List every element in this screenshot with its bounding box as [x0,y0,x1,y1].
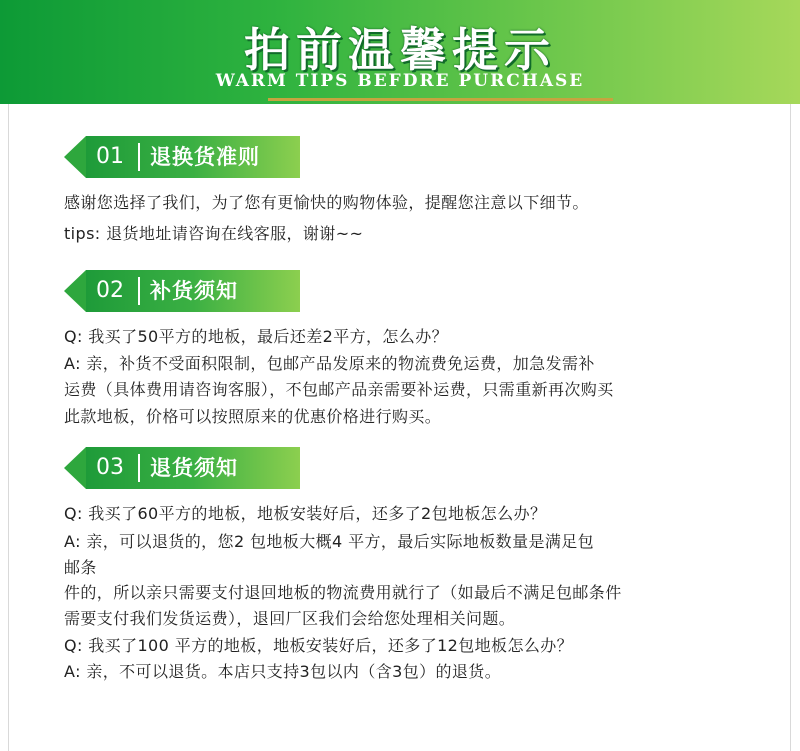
section-number: 03 [96,455,124,480]
section-title: 补货须知 [150,279,238,303]
section-divider [138,143,140,171]
text-line: 运费（具体费用请咨询客服），不包邮产品亲需要补运费，只需重新再次购买 [64,380,614,399]
section-header-return-policy [64,447,300,489]
section-number: 01 [96,144,124,169]
right-border [790,104,791,751]
text-line: 邮条 [64,558,97,577]
text-line: 需要支付我们发货运费），退回厂区我们会给您处理相关问题。 [64,609,516,628]
section-number: 02 [96,278,124,303]
arrow-left-icon [64,136,86,178]
section-header-returns [64,136,300,178]
section-divider [138,454,140,482]
banner-underline [268,98,613,101]
banner-subtitle: WARM TIPS BEFDRE PURCHASE [215,71,585,91]
banner-title: 拍前温馨提示 [244,23,556,77]
header-banner [0,0,800,104]
text-line: A: 亲，补货不受面积限制，包邮产品发原来的物流费免运费，加急发需补 [64,354,595,373]
text-line: Q: 我买了50平方的地板，最后还差2平方，怎么办？ [64,327,449,346]
text-line: 感谢您选择了我们，为了您有更愉快的购物体验，提醒您注意以下细节。 [64,193,589,212]
text-line: Q: 我买了60平方的地板，地板安装好后，还多了2包地板怎么办？ [64,504,547,523]
text-line: 此款地板，价格可以按照原来的优惠价格进行购买。 [64,407,442,426]
text-line: tips: 退货地址请咨询在线客服，谢谢~~ [64,224,364,243]
text-line: Q: 我买了100 平方的地板，地板安装好后，还多了12包地板怎么办？ [64,636,574,655]
section-title: 退货须知 [150,456,238,480]
text-line: A: 亲，可以退货的，您2 包地板大概4 平方，最后实际地板数量是满足包 [64,532,595,551]
arrow-left-icon [64,447,86,489]
section-title: 退换货准则 [150,145,260,169]
section-divider [138,277,140,305]
arrow-left-icon [64,270,86,312]
text-line: 件的，所以亲只需要支付退回地板的物流费用就行了（如最后不满足包邮条件 [64,583,622,602]
text-line: A: 亲，不可以退货。本店只支持3包以内（含3包）的退货。 [64,662,502,681]
left-border [8,104,9,751]
section-header-restock [64,270,300,312]
